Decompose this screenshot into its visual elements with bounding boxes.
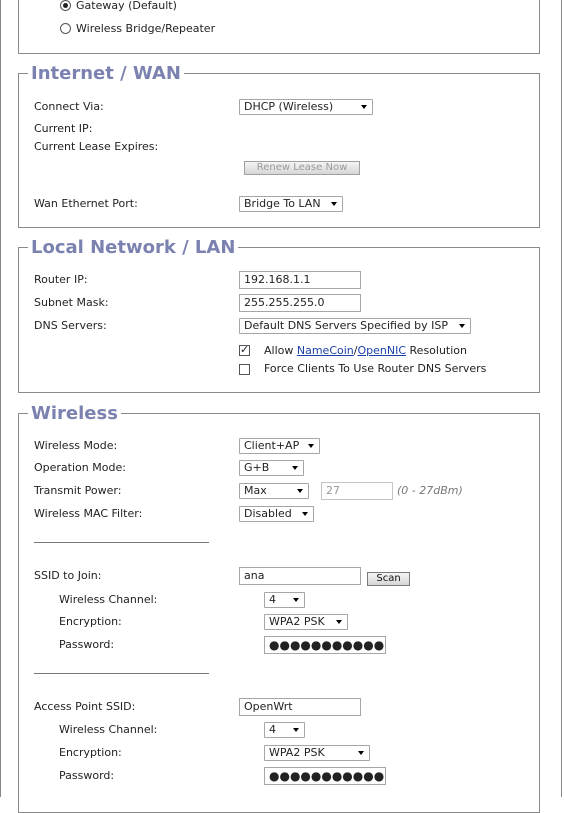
chevron-down-icon bbox=[293, 598, 299, 602]
router-ip-input[interactable]: 192.168.1.1 bbox=[239, 271, 361, 289]
transmit-power-input[interactable]: 27 bbox=[321, 482, 393, 500]
operation-mode-select[interactable]: G+B bbox=[239, 460, 304, 476]
chevron-down-icon bbox=[293, 728, 299, 732]
scan-button[interactable]: Scan bbox=[367, 572, 410, 586]
wireless-mode-select[interactable]: Client+AP bbox=[239, 438, 320, 454]
client-encryption-select[interactable]: WPA2 PSK bbox=[264, 614, 348, 630]
allow-resolution-label: Allow NameCoin/OpenNIC Resolution bbox=[264, 344, 468, 357]
chevron-down-icon bbox=[331, 202, 337, 206]
ssid-join-input[interactable]: ana bbox=[239, 567, 361, 585]
divider bbox=[34, 673, 209, 674]
chevron-down-icon bbox=[336, 620, 342, 624]
opennic-link[interactable]: OpenNIC bbox=[357, 344, 407, 357]
operation-mode-label: Operation Mode: bbox=[34, 461, 126, 474]
ap-encryption-select[interactable]: WPA2 PSK bbox=[264, 745, 370, 761]
chevron-down-icon bbox=[358, 751, 364, 755]
bridge-label: Wireless Bridge/Repeater bbox=[76, 22, 216, 35]
subnet-input[interactable]: 255.255.255.0 bbox=[239, 294, 361, 312]
allow-namecoin-checkbox[interactable] bbox=[239, 345, 250, 356]
router-ip-label: Router IP: bbox=[34, 273, 88, 286]
renew-lease-button[interactable]: Renew Lease Now bbox=[244, 161, 360, 175]
dns-label: DNS Servers: bbox=[34, 319, 107, 332]
bridge-radio[interactable] bbox=[60, 23, 71, 34]
mode-fieldset bbox=[18, 0, 540, 54]
chevron-down-icon bbox=[292, 466, 298, 470]
chevron-down-icon bbox=[361, 105, 367, 109]
transmit-power-hint: (0 - 27dBm) bbox=[397, 484, 463, 497]
mac-filter-label: Wireless MAC Filter: bbox=[34, 507, 143, 520]
wan-port-select[interactable]: Bridge To LAN bbox=[239, 196, 343, 212]
ap-channel-label: Wireless Channel: bbox=[59, 723, 158, 736]
ap-encryption-label: Encryption: bbox=[59, 746, 122, 759]
client-channel-label: Wireless Channel: bbox=[59, 593, 158, 606]
ap-ssid-input[interactable]: OpenWrt bbox=[239, 698, 361, 716]
dns-select[interactable]: Default DNS Servers Specified by ISP bbox=[239, 318, 471, 334]
ap-ssid-label: Access Point SSID: bbox=[34, 700, 136, 713]
transmit-power-select[interactable]: Max bbox=[239, 483, 309, 499]
wireless-mode-label: Wireless Mode: bbox=[34, 439, 118, 452]
namecoin-link[interactable]: NameCoin bbox=[296, 344, 354, 357]
chevron-down-icon bbox=[308, 444, 314, 448]
current-ip-label: Current IP: bbox=[34, 122, 93, 135]
wan-title: Internet / WAN bbox=[28, 64, 184, 84]
client-channel-select[interactable]: 4 bbox=[264, 592, 305, 608]
ssid-join-label: SSID to Join: bbox=[34, 569, 102, 582]
chevron-down-icon bbox=[302, 512, 308, 516]
subnet-label: Subnet Mask: bbox=[34, 296, 109, 309]
force-dns-checkbox[interactable] bbox=[239, 364, 250, 375]
ap-password-input[interactable]: ●●●●●●●●●●● bbox=[264, 767, 386, 785]
mac-filter-select[interactable]: Disabled bbox=[239, 506, 314, 522]
lan-title: Local Network / LAN bbox=[28, 238, 238, 258]
connect-via-label: Connect Via: bbox=[34, 100, 104, 113]
gateway-radio[interactable] bbox=[60, 0, 71, 11]
divider bbox=[34, 542, 209, 543]
ap-channel-select[interactable]: 4 bbox=[264, 722, 305, 738]
wan-port-label: Wan Ethernet Port: bbox=[34, 197, 138, 210]
force-dns-label: Force Clients To Use Router DNS Servers bbox=[264, 362, 487, 375]
wireless-title: Wireless bbox=[28, 404, 121, 424]
chevron-down-icon bbox=[297, 489, 303, 493]
transmit-power-label: Transmit Power: bbox=[34, 484, 122, 497]
chevron-down-icon bbox=[459, 324, 465, 328]
lease-expires-label: Current Lease Expires: bbox=[34, 140, 159, 153]
gateway-label: Gateway (Default) bbox=[76, 0, 177, 12]
connect-via-select[interactable]: DHCP (Wireless) bbox=[239, 99, 373, 115]
client-password-label: Password: bbox=[59, 638, 115, 651]
client-password-input[interactable]: ●●●●●●●●●●● bbox=[264, 636, 386, 654]
client-encryption-label: Encryption: bbox=[59, 615, 122, 628]
ap-password-label: Password: bbox=[59, 769, 115, 782]
